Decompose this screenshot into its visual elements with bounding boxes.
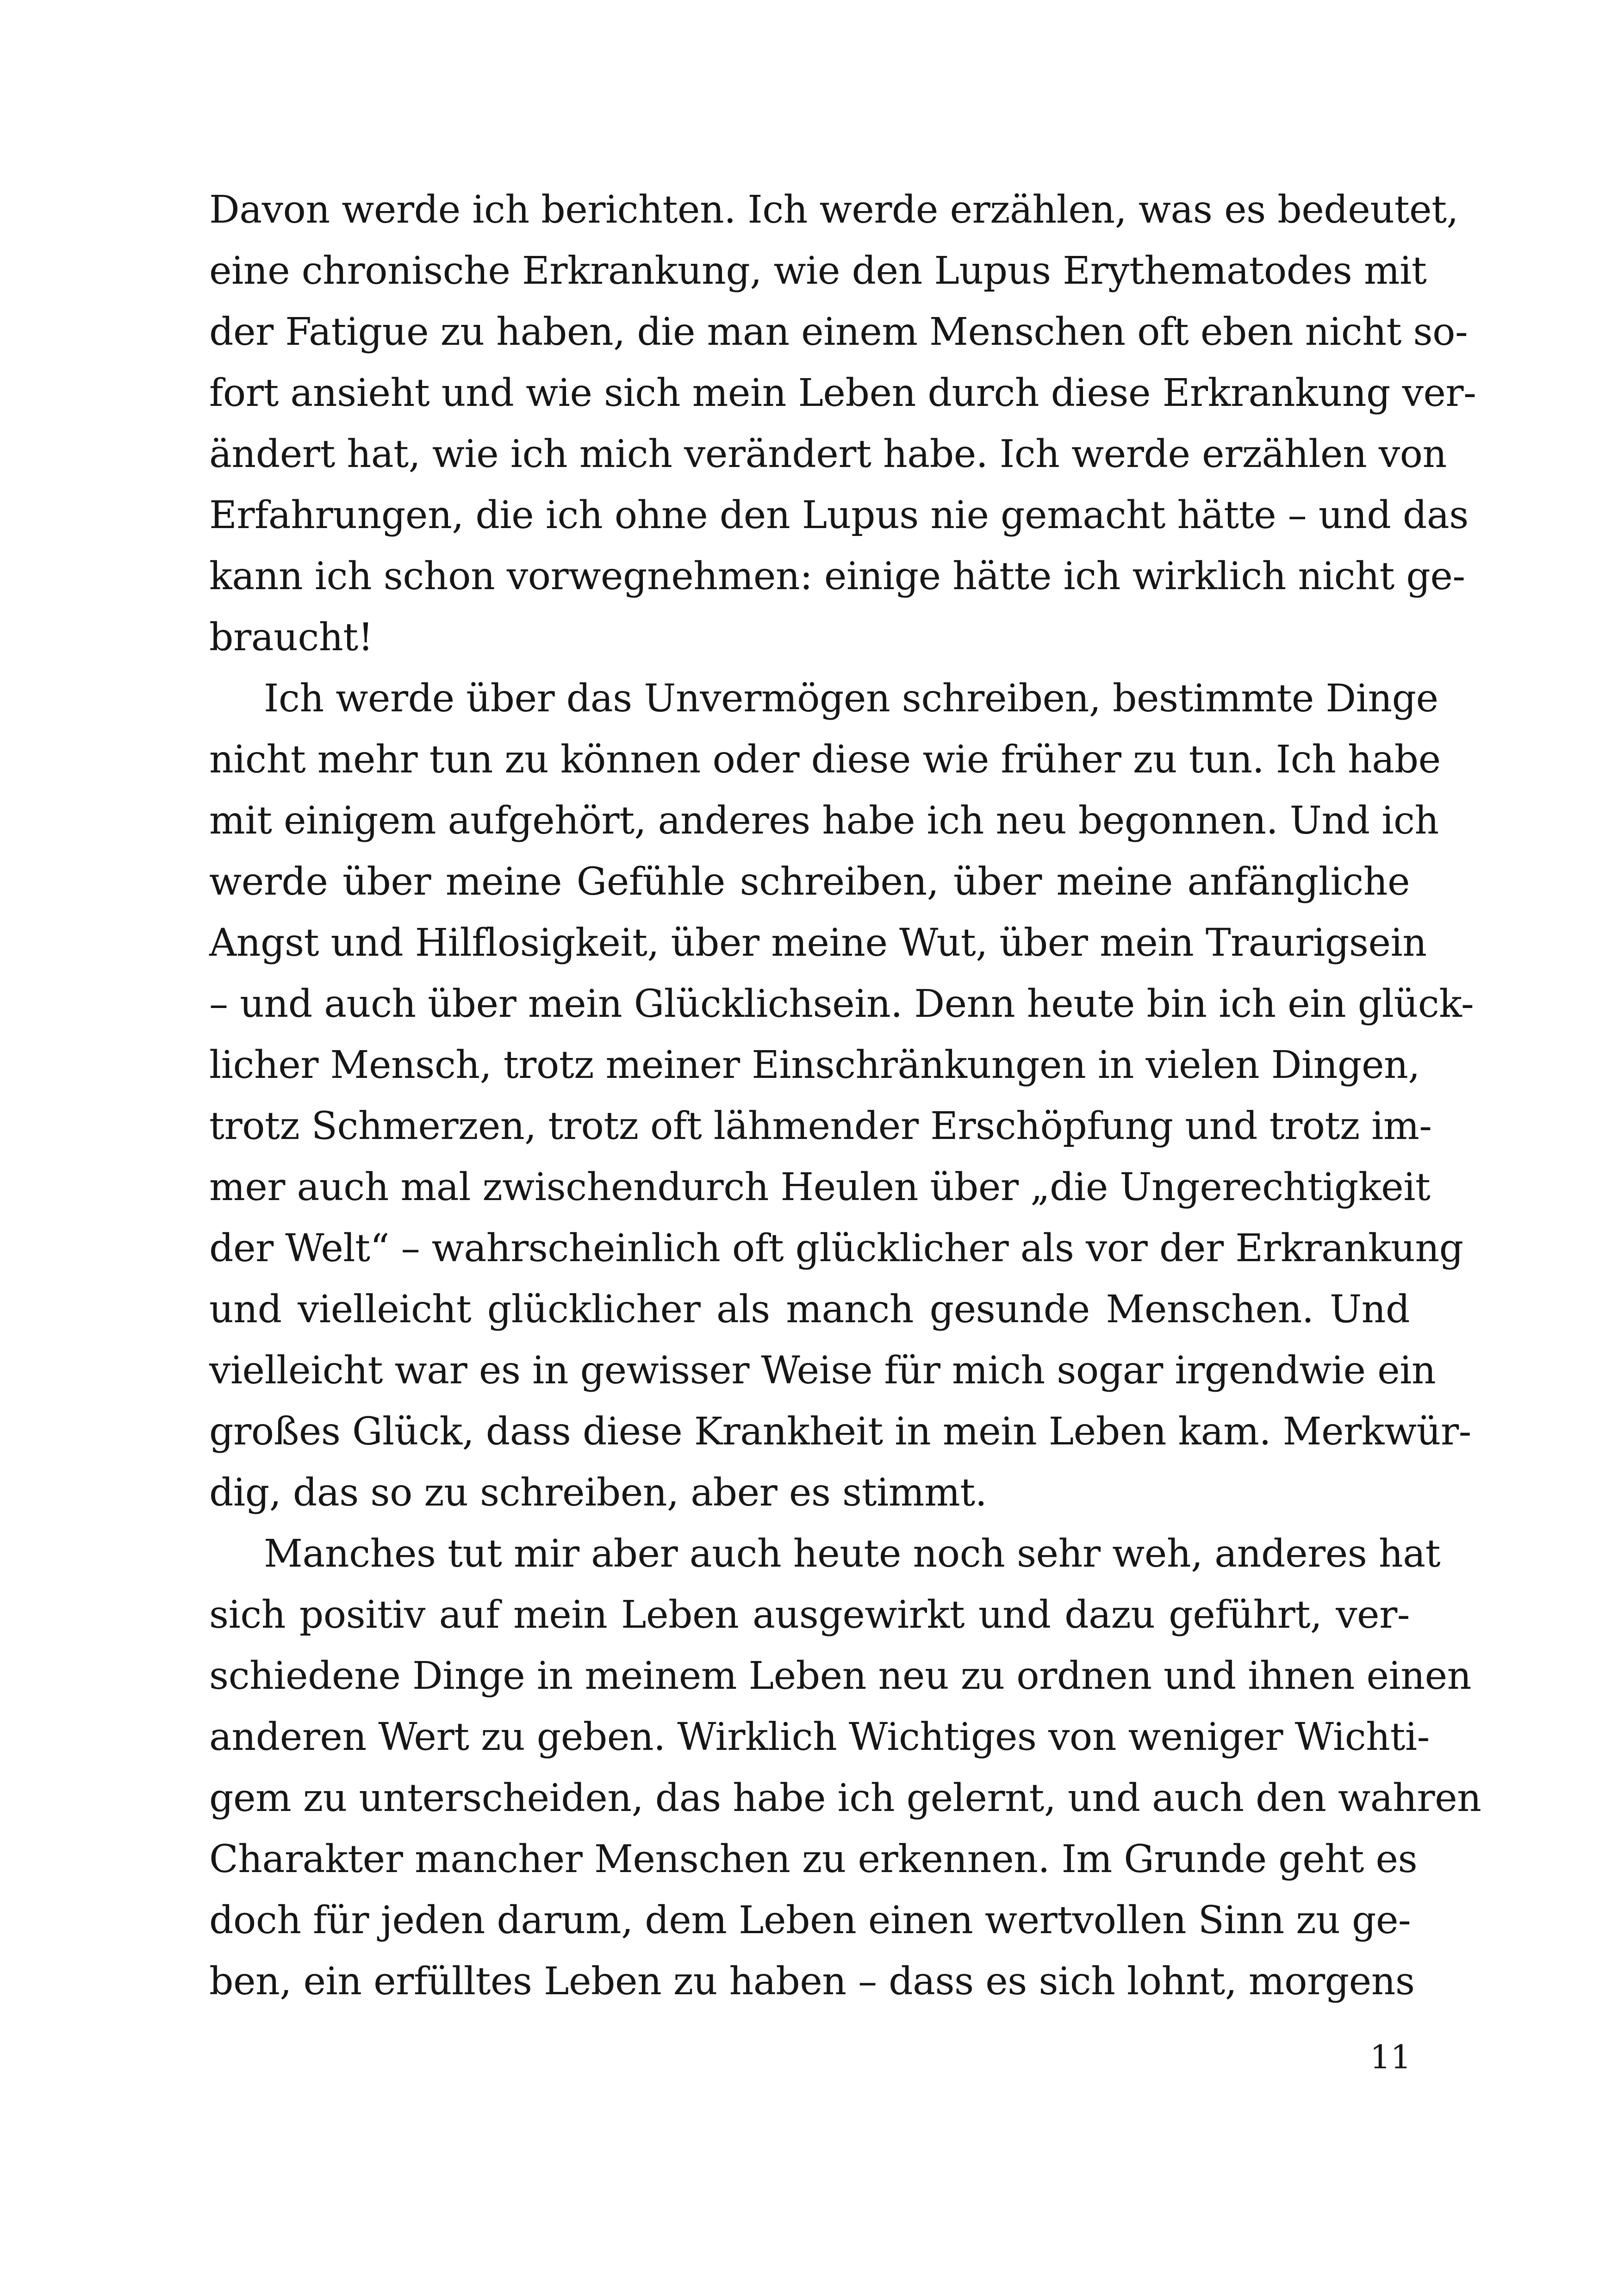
paragraph-2: [209, 668, 1474, 1524]
text-line: sich positiv auf mein Leben ausgewirkt und dazu geführt, ver-: [209, 1593, 1410, 1637]
text-line: Manches tut mir aber auch heute noch sehr weh, anderes hat: [264, 1532, 1441, 1576]
text-line: Ich werde über das Unvermögen schreiben, bestimmte Dinge: [264, 677, 1438, 721]
page-number: 11: [1370, 2038, 1412, 2076]
text-line: schiedene Dinge in meinem Leben neu zu ordnen und ihnen einen: [209, 1654, 1471, 1698]
text-line: ben, ein erfülltes Leben zu haben – dass es sich lohnt, morgens: [209, 1960, 1415, 2004]
text-line: vielleicht war es in gewisser Weise für mich sogar irgendwie ein: [209, 1349, 1436, 1393]
text-line: braucht!: [209, 616, 373, 660]
text-line: mer auch mal zwischendurch Heulen über „die Ungerechtigkeit: [209, 1165, 1431, 1209]
text-line: der Welt“ – wahrscheinlich oft glücklicher als vor der Erkrankung: [209, 1226, 1463, 1270]
text-line: eine chronische Erkrankung, wie den Lupus Erythematodes mit: [209, 249, 1427, 293]
text-line: trotz Schmerzen, trotz oft lähmender Erschöpfung und trotz im-: [209, 1104, 1432, 1148]
text-line: der Fatigue zu haben, die man einem Menschen oft eben nicht so-: [209, 310, 1468, 354]
text-line: werde über meine Gefühle schreiben, über meine anfängliche: [209, 860, 1410, 904]
text-line: und vielleicht glücklicher als manch gesunde Menschen. Und: [209, 1288, 1410, 1332]
text-line: Charakter mancher Menschen zu erkennen. Im Grunde geht es: [209, 1837, 1418, 1881]
text-line: ändert hat, wie ich mich verändert habe. Ich werde erzählen von: [209, 432, 1447, 476]
text-line: kann ich schon vorwegnehmen: einige hätte ich wirklich nicht ge-: [209, 554, 1465, 598]
text-line: – und auch über mein Glücklichsein. Denn heute bin ich ein glück-: [209, 982, 1474, 1026]
text-line: Erfahrungen, die ich ohne den Lupus nie gemacht hätte – und das: [209, 493, 1469, 537]
text-line: Davon werde ich berichten. Ich werde erzählen, was es bedeutet,: [209, 188, 1459, 232]
body-text: [209, 180, 1481, 2012]
text-line: doch für jeden darum, dem Leben einen wertvollen Sinn zu ge-: [209, 1898, 1411, 1942]
text-line: gem zu unterscheiden, das habe ich gelernt, und auch den wahren: [209, 1776, 1481, 1820]
paragraph-3: [209, 1524, 1481, 2012]
text-line: dig, das so zu schreiben, aber es stimmt.: [209, 1471, 987, 1515]
text-line: großes Glück, dass diese Krankheit in mein Leben kam. Merkwür-: [209, 1410, 1471, 1454]
text-line: licher Mensch, trotz meiner Einschränkungen in vielen Dingen,: [209, 1043, 1420, 1087]
text-line: Angst und Hilflosigkeit, über meine Wut, über mein Traurigsein: [209, 921, 1427, 965]
paragraph-1: [209, 180, 1476, 668]
text-line: fort ansieht und wie sich mein Leben durch diese Erkrankung ver-: [209, 371, 1476, 415]
text-line: mit einigem aufgehört, anderes habe ich neu begonnen. Und ich: [209, 799, 1439, 843]
text-line: anderen Wert zu geben. Wirklich Wichtiges von weniger Wichti-: [209, 1715, 1430, 1759]
text-line: nicht mehr tun zu können oder diese wie früher zu tun. Ich habe: [209, 738, 1441, 782]
